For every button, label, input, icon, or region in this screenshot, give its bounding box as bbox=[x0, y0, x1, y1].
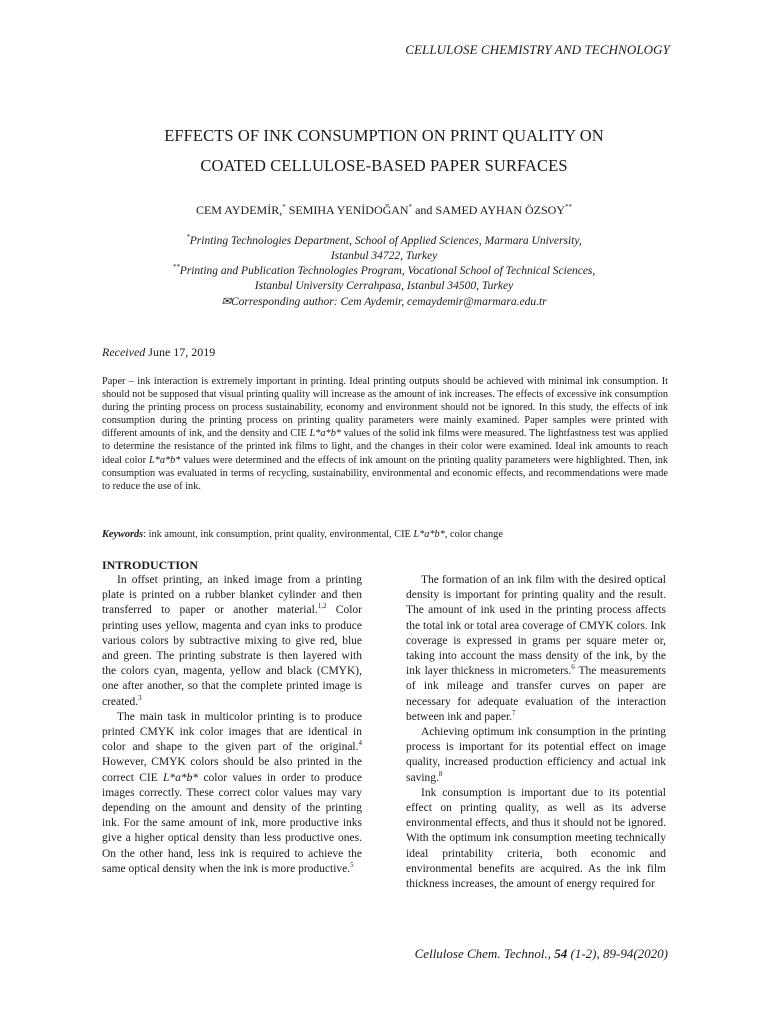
received-date bbox=[102, 345, 215, 360]
right-column bbox=[406, 573, 666, 892]
journal-header: CELLULOSE CHEMISTRY AND TECHNOLOGY bbox=[405, 42, 670, 57]
keywords-label: Keywords bbox=[102, 529, 144, 540]
corresponding-author: ✉Corresponding author: Cem Aydemir, cemaydemir@marmara.edu.tr bbox=[221, 296, 547, 308]
author-2-mark: * bbox=[408, 203, 413, 211]
left-p1-text-a: In offset printing, an inked image from a printing plate is printed on a rubber blanket cylinder and then transferred to paper or another material. bbox=[102, 574, 362, 617]
left-p2-text-b: However, CMYK colors should be also printed in the correct CIE bbox=[102, 756, 362, 784]
ref-4: 4 bbox=[358, 739, 362, 748]
footer-journal: Cellulose Chem. Technol., bbox=[414, 946, 552, 961]
right-paragraph-3: Ink consumption is important due to its potential effect on printing quality, as well as its adverse environmental effects, and thus it should not be ignored. With the optimum ink consumption meeting technically ideal printability criteria, both economic and environmental benefits are acquired. As the ink film thickness increases, the amount of energy required for bbox=[406, 786, 666, 891]
right-paragraph-1 bbox=[406, 573, 666, 725]
author-3: SAMED AYHAN ÖZSOY bbox=[435, 203, 566, 217]
received-label: Received bbox=[102, 345, 146, 359]
abstract-text-1: Paper – ink interaction is extremely important in printing. Ideal printing outputs should be achieved with minimal ink consumption. It should not be supposed that visual printing quality will increase as the amount of ink increases. The effects of excessive ink consumption during the printing process on process sustainability, economy and environment should not be ignored. In this study, the effects of ink consumption during the printing process on printing quality parameters were mainly examined. Paper samples were printed with different amounts of ink, and the density and CIE bbox=[102, 376, 668, 440]
right-p1-text-a: The formation of an ink film with the desired optical density is important for printing quality and the result. The amount of ink used in the printing process affects the total ink or total area coverage of CMYK colors. Ink coverage is expressed in grams per square meter or, taking into account the mass density of the ink, by the ink layer thickness in micrometers. bbox=[406, 574, 666, 678]
left-p2-text-a: The main task in multicolor printing is to produce printed CMYK ink color images that are identical in color and shape to the given part of the original. bbox=[102, 710, 362, 754]
ref-6: 6 bbox=[571, 663, 575, 672]
ref-8: 8 bbox=[438, 769, 443, 778]
left-p2-text-c: color values in order to produce images correctly. These correct color values may vary depending on the amount and density of the printing ink. For the same amount of ink, more productive inks give a higher optical density than less productive ones. On the other hand, less ink is required to achieve the same optical density when the ink is more productive. bbox=[102, 771, 363, 875]
affiliation-1-mark: * bbox=[186, 233, 190, 242]
right-paragraph-2 bbox=[406, 725, 666, 786]
citation-footer bbox=[415, 946, 668, 962]
received-value: June 17, 2019 bbox=[148, 345, 216, 359]
affiliation-2-line-2: Istanbul University Cerrahpasa, Istanbul 34500, Turkey bbox=[254, 280, 514, 292]
keywords bbox=[102, 529, 668, 540]
footer-volume: 54 bbox=[554, 946, 568, 961]
left-p2-lab: L*a*b* bbox=[163, 771, 199, 784]
right-p2-text: Achieving optimum ink consumption in the printing process is important for its potential effect on image quality, increased production efficiency and actual ink saving. bbox=[406, 726, 666, 784]
affiliation-2-text: Printing and Publication Technologies Program, Vocational School of Technical Sciences, bbox=[179, 265, 596, 277]
ref-7: 7 bbox=[512, 709, 516, 717]
author-1: CEM AYDEMİR, bbox=[195, 203, 283, 217]
left-p1-text-b: Color printing uses yellow, magenta and cyan inks to produce various colors by subtractive mixing to give red, blue and green. The printing substrate is then layered with the colors cyan, magenta, yellow and black (CMYK), one after another, so that the complete printed image is created. bbox=[102, 604, 362, 708]
affiliation-1-line-1 bbox=[0, 234, 768, 249]
right-p1-text-b: The measurements of ink mileage and transfer curves on paper are necessary for adequate evaluation of the interaction between ink and paper. bbox=[406, 665, 666, 723]
title-line-2: COATED CELLULOSE-BASED PAPER SURFACES bbox=[200, 156, 568, 175]
abstract-text-2: values of the solid ink films were measured. The lightfastness test was applied to determine the resistance of the printed ink films to light, and the changes in their color were examined. Ideal ink amounts to reach ideal color bbox=[102, 428, 669, 466]
author-list bbox=[0, 203, 768, 218]
keywords-text-1: : ink amount, ink consumption, print quality, environmental, CIE bbox=[143, 529, 411, 540]
ref-3: 3 bbox=[138, 693, 142, 702]
author-2: SEMIHA YENİDOĞAN bbox=[288, 203, 409, 217]
keywords-lab: L*a*b* bbox=[413, 529, 445, 540]
section-heading: INTRODUCTION bbox=[102, 558, 199, 572]
author-3-mark: ** bbox=[565, 203, 573, 211]
left-paragraph-1 bbox=[102, 573, 362, 710]
abstract-lab-2: L*a*b* bbox=[148, 454, 181, 466]
left-column bbox=[102, 573, 362, 877]
abstract bbox=[102, 375, 668, 493]
author-conjunction: and bbox=[415, 203, 433, 217]
footer-issue: (1-2), 89-94(2020) bbox=[570, 946, 668, 961]
abstract-text-3: values were determined and the effects of ink amount on the printing quality parameters were highlighted. Then, ink consumption was evaluated in terms of recycling, sustainability, environmental and economic effects, and recommendations were made to reduce the use of ink. bbox=[102, 454, 669, 492]
keywords-text-2: , color change bbox=[444, 529, 503, 540]
affiliation-2-line-1 bbox=[0, 264, 768, 279]
left-paragraph-2 bbox=[102, 710, 362, 877]
affiliation-2-mark: ** bbox=[172, 263, 180, 272]
title-line-1: EFFECTS OF INK CONSUMPTION ON PRINT QUALITY ON bbox=[164, 126, 604, 145]
abstract-lab-1: L*a*b* bbox=[309, 428, 341, 440]
ref-5: 5 bbox=[350, 861, 354, 870]
affiliation-1-line-2: Istanbul 34722, Turkey bbox=[330, 250, 438, 262]
affiliation-1-text: Printing Technologies Department, School of Applied Sciences, Marmara University, bbox=[189, 235, 582, 247]
ref-1-2: 1,2 bbox=[317, 602, 327, 611]
author-1-mark: * bbox=[282, 203, 286, 211]
